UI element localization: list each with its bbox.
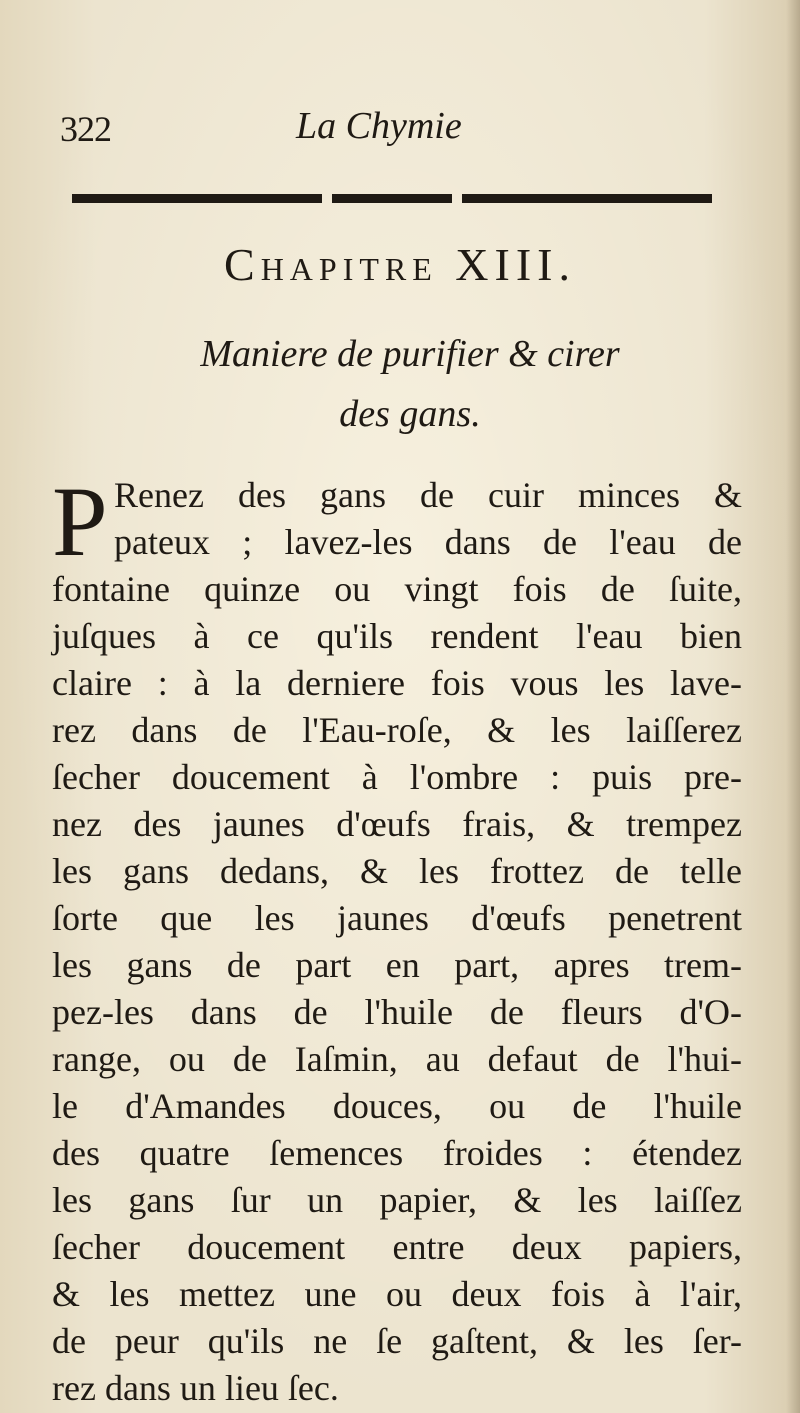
text-line: ſecher doucement à l'ombre : puis pre- <box>52 757 742 797</box>
text-line: les gans de part en part, apres trem- <box>52 945 742 985</box>
body-text <box>52 466 742 1412</box>
text-line: rez dans un lieu ſec. <box>52 1368 339 1408</box>
page-edge-shadow <box>786 0 800 1413</box>
text-line: range, ou de Iaſmin, au defaut de l'hui- <box>52 1039 742 1079</box>
text-line: juſques à ce qu'ils rendent l'eau bien <box>52 616 742 656</box>
running-title: La Chymie <box>296 105 462 147</box>
chapter-subtitle-line-2: des gans. <box>339 393 481 435</box>
text-line: Renez des gans de cuir minces & <box>114 475 742 515</box>
text-line: ſecher doucement entre deux papiers, <box>52 1227 742 1267</box>
header-rule <box>72 194 712 203</box>
text-line: rez dans de l'Eau-roſe, & les laiſſerez <box>52 710 742 750</box>
text-line: nez des jaunes d'œufs frais, & trempez <box>52 804 742 844</box>
chapter-title: Chapitre XIII. <box>224 239 576 290</box>
running-head <box>60 100 720 156</box>
chapter-subtitle-line-1: Maniere de purifier & cirer <box>200 333 620 375</box>
text-line: les gans dedans, & les frottez de telle <box>52 851 742 891</box>
text-line: pateux ; lavez-les dans de l'eau de <box>114 522 742 562</box>
text-line: pez-les dans de l'huile de fleurs d'O- <box>52 992 742 1032</box>
rule-segment <box>462 194 712 203</box>
text-line: le d'Amandes douces, ou de l'huile <box>52 1086 742 1126</box>
text-line: ſorte que les jaunes d'œufs penetrent <box>52 898 742 938</box>
rule-segment <box>332 194 452 203</box>
text-line: de peur qu'ils ne ſe gaſtent, & les ſer- <box>52 1321 742 1361</box>
drop-cap: P <box>52 466 108 577</box>
text-line: des quatre ſemences froides : étendez <box>52 1133 742 1173</box>
text-line: claire : à la derniere fois vous les lave- <box>52 663 742 703</box>
page-number: 322 <box>60 109 111 149</box>
text-line: fontaine quinze ou vingt fois de ſuite, <box>52 569 742 609</box>
text-line: les gans ſur un papier, & les laiſſez <box>52 1180 742 1220</box>
rule-segment <box>72 194 322 203</box>
text-line: & les mettez une ou deux fois à l'air, <box>52 1274 742 1314</box>
